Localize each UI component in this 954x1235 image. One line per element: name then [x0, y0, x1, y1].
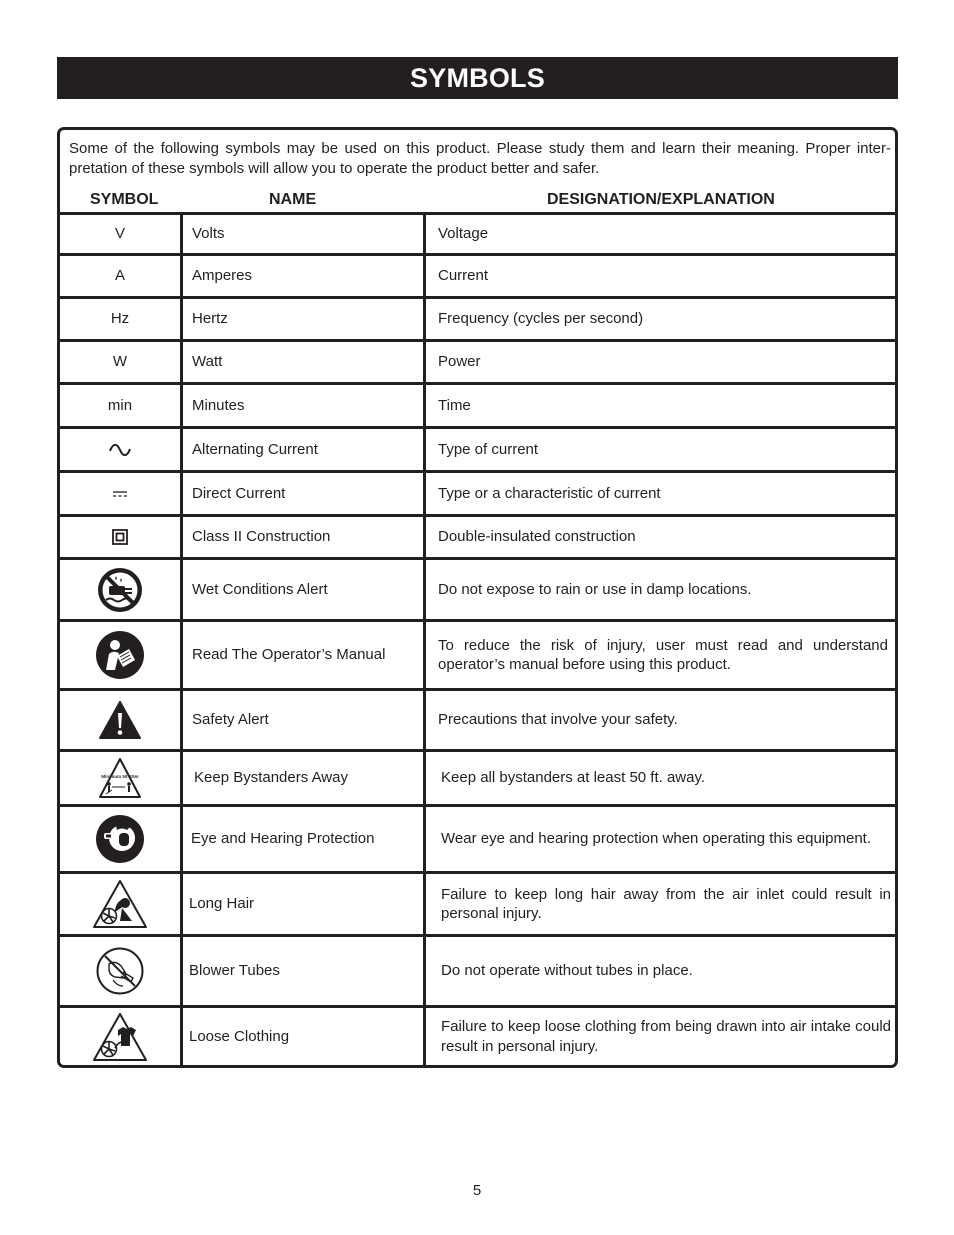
eye-hearing-protection-icon	[95, 814, 145, 864]
table-row	[60, 514, 895, 557]
name-cell: Safety Alert	[192, 711, 269, 729]
symbol-cell: A	[114, 267, 125, 285]
name-cell: Read The Operator’s Manual	[192, 646, 386, 664]
table-row	[60, 382, 895, 426]
explanation-cell: Failure to keep long hair away from the air inlet could result in personal injury.	[441, 885, 891, 922]
header-explanation: DESIGNATION/EXPLANATION	[547, 191, 775, 208]
explanation-cell: Precautions that involve your safety.	[438, 711, 678, 729]
symbol-cell	[60, 1008, 180, 1065]
explanation-cell: Wear eye and hearing protection when operating this equipment.	[441, 830, 871, 848]
name-cell: Hertz	[192, 310, 228, 328]
explanation-cell: Do not operate without tubes in place.	[441, 962, 693, 980]
name-cell: Eye and Hearing Protection	[191, 830, 375, 848]
class-ii-construction-icon	[112, 529, 128, 545]
explanation-cell: Do not expose to rain or use in damp locations.	[438, 580, 752, 598]
explanation-cell: To reduce the risk of injury, user must read and understand operator’s manual before using this product.	[438, 636, 888, 673]
symbol-cell	[60, 429, 180, 470]
symbol-cell	[60, 517, 180, 557]
table-row	[60, 296, 895, 339]
name-cell: Alternating Current	[192, 440, 318, 458]
symbol-cell: Hz	[110, 310, 130, 328]
name-cell: Loose Clothing	[189, 1027, 290, 1045]
wet-conditions-icon	[96, 566, 144, 614]
symbol-cell	[60, 874, 180, 934]
symbol-cell	[60, 560, 180, 619]
explanation-cell: Type of current	[438, 440, 539, 458]
name-cell: Blower Tubes	[189, 962, 280, 980]
table-row	[60, 1005, 895, 1065]
explanation-cell: Voltage	[438, 225, 489, 243]
table-row	[60, 557, 895, 619]
header-name: NAME	[269, 191, 317, 208]
symbol-cell	[60, 807, 180, 871]
symbol-cell: V	[114, 225, 125, 243]
symbol-cell	[60, 937, 180, 1005]
name-cell: Long Hair	[189, 895, 255, 913]
long-hair-icon	[92, 879, 148, 929]
table-row	[60, 934, 895, 1005]
name-cell: Keep Bystanders Away	[194, 769, 348, 787]
table-row	[60, 871, 895, 934]
explanation-cell: Current	[438, 267, 489, 285]
name-cell: Amperes	[192, 267, 253, 285]
table-row	[60, 426, 895, 470]
keep-bystanders-away-icon	[98, 757, 142, 799]
explanation-cell: Type or a characteristic of current	[438, 484, 661, 502]
symbol-cell	[60, 691, 180, 749]
symbol-cell: min	[107, 396, 133, 414]
intro-text: Some of the following symbols may be used on this product. Please study them and learn their meaning. Proper inter-pretation of these symbols will allow you to operate the product better and safer.	[69, 140, 891, 177]
table-row	[60, 212, 895, 253]
table-row	[60, 688, 895, 749]
name-cell: Class II Construction	[192, 528, 331, 546]
table-row	[60, 619, 895, 688]
explanation-cell: Failure to keep loose clothing from being drawn into air intake could result in personal injury.	[441, 1018, 891, 1055]
table-row	[60, 253, 895, 296]
page-title: SYMBOLS	[57, 57, 898, 99]
symbol-cell: W	[112, 353, 128, 371]
explanation-cell: Frequency (cycles per second)	[438, 310, 644, 328]
loose-clothing-icon	[92, 1012, 148, 1062]
name-cell: Volts	[192, 225, 225, 243]
table-row	[60, 749, 895, 804]
safety-alert-icon	[98, 700, 142, 740]
header-symbol: SYMBOL	[90, 191, 159, 208]
table-row	[60, 470, 895, 514]
table-row	[60, 804, 895, 871]
blower-tubes-icon	[95, 946, 145, 996]
symbol-cell	[60, 752, 180, 804]
symbol-cell	[60, 622, 180, 688]
direct-current-icon	[112, 490, 128, 498]
name-cell: Wet Conditions Alert	[192, 580, 328, 598]
explanation-cell: Time	[438, 396, 471, 414]
explanation-cell: Keep all bystanders at least 50 ft. away.	[441, 769, 706, 787]
alternating-current-icon	[108, 442, 132, 458]
explanation-cell: Double-insulated construction	[438, 528, 636, 546]
symbols-panel	[57, 127, 898, 1068]
symbol-cell	[60, 473, 180, 514]
explanation-cell: Power	[438, 353, 481, 371]
bystanders-icon-text: Minimum 50’ 15m	[101, 774, 139, 779]
page-number: 5	[472, 1182, 482, 1199]
name-cell: Minutes	[192, 396, 245, 414]
name-cell: Direct Current	[192, 484, 286, 502]
name-cell: Watt	[192, 353, 223, 371]
table-row	[60, 339, 895, 382]
read-manual-icon	[95, 630, 145, 680]
